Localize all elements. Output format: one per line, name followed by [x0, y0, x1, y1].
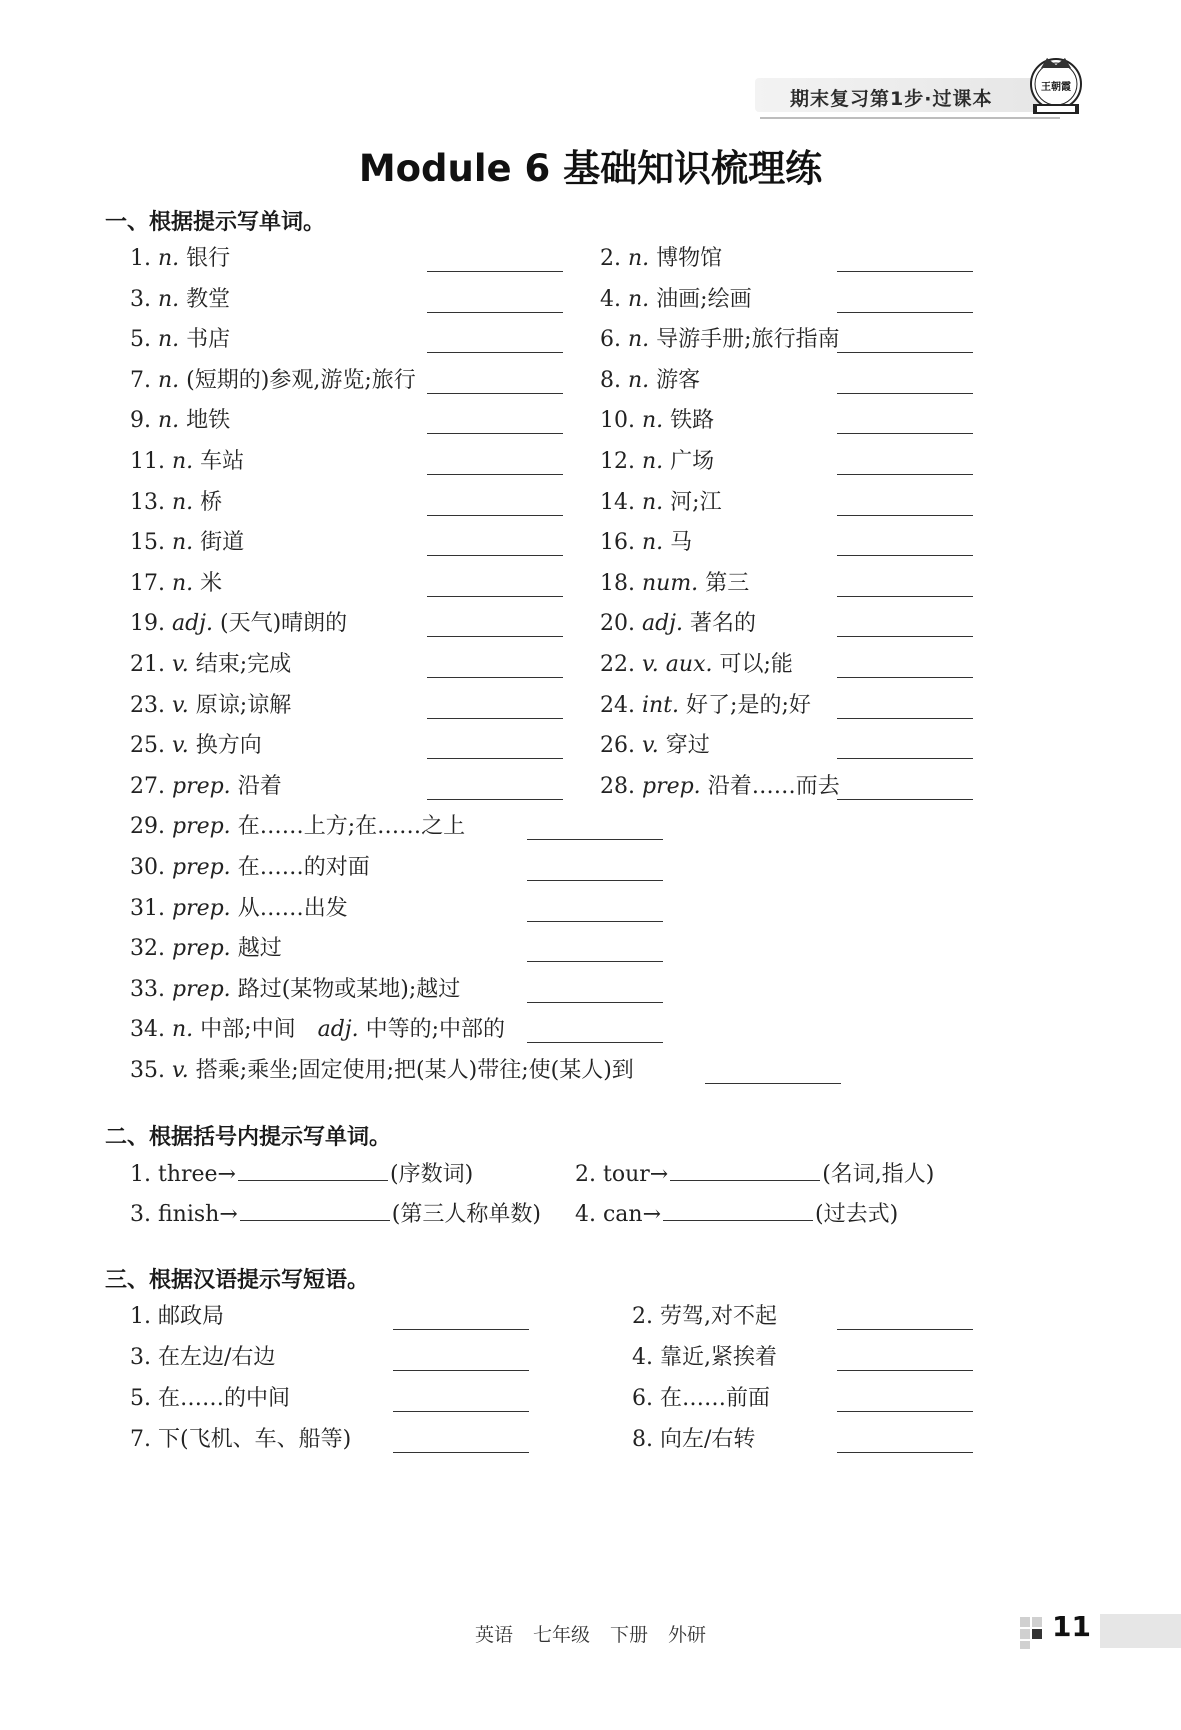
list-item — [600, 246, 722, 272]
item-hint: (过去式) — [815, 1202, 899, 1227]
section1-heading: 一、根据提示写单词。 — [105, 210, 326, 235]
item-gloss: 结束;完成 — [195, 652, 292, 677]
item-gloss: 沿着……而去 — [707, 773, 840, 799]
item-gloss: 马 — [670, 530, 693, 556]
item-gloss: 车站 — [200, 449, 245, 474]
item-gloss: 在……的对面 — [237, 855, 370, 880]
part-of-speech: adj. — [171, 611, 213, 637]
item-gloss: (天气)晴朗的 — [220, 611, 348, 637]
item-gloss: 在……前面 — [659, 1386, 770, 1411]
item-gloss: 广场 — [670, 449, 715, 474]
list-item — [575, 1200, 898, 1228]
list-item — [600, 490, 722, 516]
answer-blank[interactable] — [837, 351, 973, 353]
list-item — [130, 733, 262, 759]
item-gloss: (短期的)参观,游览;旅行 — [186, 367, 416, 393]
part-of-speech: n. — [627, 286, 650, 312]
item-number: 21. — [130, 652, 172, 677]
list-item — [130, 1427, 351, 1453]
item-gloss: 博物馆 — [656, 246, 723, 271]
list-item — [600, 327, 840, 353]
item-gloss: 在……的中间 — [157, 1386, 290, 1411]
answer-blank[interactable] — [427, 351, 563, 353]
answer-blank[interactable] — [527, 838, 663, 840]
item-number: 2. — [600, 246, 628, 271]
running-title: 期末复习第1步·过课本 — [790, 88, 993, 110]
spacer — [231, 855, 238, 880]
spacer — [231, 774, 238, 799]
answer-blank[interactable] — [837, 1369, 973, 1371]
item-gloss: 原谅;谅解 — [195, 692, 292, 718]
item-number: 26. — [600, 733, 642, 759]
part-of-speech: n. — [171, 489, 194, 515]
spacer — [189, 652, 196, 677]
item-number: 5. — [130, 327, 158, 353]
item-number: 4. — [600, 286, 628, 312]
item-gloss: 靠近,紧挨着 — [659, 1345, 777, 1370]
list-item — [130, 652, 291, 678]
item-gloss: 中等的;中部的 — [365, 1017, 506, 1043]
base-word: finish→ — [157, 1202, 238, 1227]
item-number: 8. — [632, 1427, 660, 1452]
item-gloss: 桥 — [200, 489, 223, 515]
answer-blank[interactable] — [427, 757, 563, 759]
list-item — [632, 1427, 755, 1453]
item-number: 2. — [632, 1304, 660, 1329]
list-item — [130, 246, 230, 272]
answer-blank[interactable] — [837, 798, 973, 800]
part-of-speech: n. — [627, 327, 650, 353]
item-gloss: 可以;能 — [719, 652, 793, 677]
list-item — [130, 814, 465, 840]
answer-blank[interactable] — [837, 311, 973, 313]
part-of-speech: prep. — [171, 855, 231, 880]
list-item — [130, 1017, 505, 1043]
list-item — [632, 1386, 770, 1412]
part-of-speech: v. aux. — [641, 652, 713, 677]
base-word: three→ — [157, 1162, 236, 1187]
item-number: 17. — [130, 570, 172, 596]
answer-blank[interactable] — [837, 1328, 973, 1330]
item-number: 1. — [130, 1304, 158, 1329]
item-number: 9. — [130, 408, 158, 434]
answer-blank[interactable] — [427, 798, 563, 800]
answer-blank[interactable] — [837, 635, 973, 637]
list-item — [130, 287, 230, 313]
item-number: 11. — [130, 449, 172, 474]
answer-blank[interactable] — [837, 554, 973, 556]
answer-blank[interactable] — [427, 473, 563, 475]
spacer — [359, 1017, 366, 1042]
part-of-speech: n. — [157, 286, 180, 312]
answer-blank[interactable] — [393, 1328, 529, 1330]
answer-blank[interactable] — [427, 717, 563, 719]
item-gloss: 越过 — [237, 936, 282, 962]
item-gloss: 书店 — [186, 327, 231, 353]
item-hint: (名词,指人) — [822, 1162, 935, 1187]
part-of-speech: num. — [641, 570, 699, 596]
answer-blank[interactable] — [527, 1001, 663, 1003]
header-divider — [760, 117, 1060, 119]
answer-blank[interactable] — [837, 270, 973, 272]
item-number: 3. — [130, 1345, 158, 1370]
part-of-speech: n. — [171, 1017, 194, 1043]
item-number: 22. — [600, 652, 642, 677]
part-of-speech: prep. — [171, 773, 231, 799]
item-number: 1. — [130, 1162, 158, 1187]
list-item — [130, 693, 291, 719]
spacer — [701, 774, 708, 799]
item-number: 19. — [130, 611, 172, 637]
part-of-speech: n. — [157, 246, 180, 271]
spacer — [296, 1017, 318, 1042]
answer-blank[interactable] — [837, 676, 973, 678]
list-item — [130, 571, 222, 597]
item-hint: (第三人称单数) — [391, 1202, 541, 1227]
spacer — [189, 693, 196, 718]
item-number: 10. — [600, 408, 642, 434]
corner-mark-icon — [1020, 1617, 1056, 1649]
item-number: 32. — [130, 936, 172, 962]
spacer — [231, 936, 238, 961]
item-number: 7. — [130, 367, 158, 393]
answer-blank[interactable] — [837, 1410, 973, 1412]
answer-blank[interactable] — [427, 554, 563, 556]
answer-blank[interactable] — [837, 432, 973, 434]
publisher-logo-icon — [1027, 54, 1085, 124]
part-of-speech: adj. — [641, 611, 683, 637]
item-gloss: 搭乘;乘坐;固定使用;把(某人)带往;使(某人)到 — [195, 1058, 634, 1083]
answer-blank[interactable] — [837, 595, 973, 597]
part-of-speech: prep. — [171, 976, 231, 1002]
list-item — [130, 449, 244, 475]
part-of-speech: n. — [157, 408, 180, 434]
item-number: 25. — [130, 733, 172, 759]
item-number: 18. — [600, 570, 642, 596]
item-number: 23. — [130, 692, 172, 718]
answer-blank[interactable] — [837, 1451, 973, 1453]
item-gloss: 下(飞机、车、船等) — [157, 1427, 352, 1452]
list-item — [130, 774, 282, 800]
answer-blank[interactable] — [705, 1082, 841, 1084]
list-item — [130, 327, 230, 353]
item-number: 27. — [130, 773, 172, 799]
spacer — [231, 896, 238, 921]
answer-blank[interactable] — [240, 1200, 390, 1221]
answer-blank[interactable] — [527, 920, 663, 922]
answer-blank[interactable] — [427, 392, 563, 394]
part-of-speech: n. — [171, 530, 194, 556]
list-item — [600, 693, 811, 719]
part-of-speech: v. — [171, 692, 189, 718]
item-number: 2. — [575, 1162, 603, 1187]
item-number: 6. — [600, 327, 628, 353]
list-item — [632, 1304, 777, 1330]
answer-blank[interactable] — [670, 1160, 820, 1181]
part-of-speech: n. — [641, 530, 664, 556]
item-gloss: 向左/右转 — [659, 1427, 756, 1452]
part-of-speech: n. — [157, 367, 180, 393]
item-number: 3. — [130, 286, 158, 312]
part-of-speech: int. — [641, 692, 680, 718]
item-gloss: 铁路 — [670, 408, 715, 434]
item-hint: (序数词) — [389, 1162, 474, 1187]
part-of-speech: v. — [171, 1058, 189, 1083]
list-item — [130, 896, 348, 922]
section3-heading: 三、根据汉语提示写短语。 — [105, 1268, 370, 1293]
part-of-speech: n. — [157, 327, 180, 353]
list-item — [130, 1304, 224, 1330]
item-gloss: 游客 — [656, 367, 701, 393]
list-item — [600, 571, 749, 597]
part-of-speech: n. — [641, 489, 664, 515]
item-number: 1. — [130, 246, 158, 271]
spacer — [213, 611, 220, 636]
list-item — [600, 408, 714, 434]
list-item — [130, 1200, 541, 1228]
list-item — [600, 611, 756, 637]
answer-blank[interactable] — [527, 960, 663, 962]
item-number: 34. — [130, 1017, 172, 1043]
answer-blank[interactable] — [837, 757, 973, 759]
answer-blank[interactable] — [393, 1451, 529, 1453]
part-of-speech: adj. — [317, 1017, 359, 1043]
list-item — [130, 1160, 473, 1188]
base-word: can→ — [602, 1202, 662, 1227]
part-of-speech: v. — [171, 652, 189, 677]
answer-blank[interactable] — [427, 635, 563, 637]
answer-blank[interactable] — [427, 514, 563, 516]
item-gloss: 导游手册;旅行指南 — [656, 327, 840, 353]
list-item — [600, 368, 700, 394]
item-gloss: 从……出发 — [237, 895, 348, 921]
list-item — [130, 936, 282, 962]
item-number: 29. — [130, 814, 172, 840]
item-number: 5. — [130, 1386, 158, 1411]
item-gloss: 街道 — [200, 530, 245, 556]
item-number: 14. — [600, 489, 642, 515]
answer-blank[interactable] — [427, 311, 563, 313]
footer-subject: 英语 七年级 下册 外研 — [474, 1624, 707, 1646]
base-word: tour→ — [602, 1162, 669, 1187]
answer-blank[interactable] — [837, 473, 973, 475]
item-number: 7. — [130, 1427, 158, 1452]
list-item — [130, 611, 347, 637]
list-item — [130, 368, 416, 394]
item-number: 16. — [600, 530, 642, 556]
list-item — [130, 1345, 275, 1371]
list-item — [130, 977, 460, 1003]
list-item — [130, 1058, 634, 1084]
part-of-speech: prep. — [171, 936, 231, 962]
item-number: 20. — [600, 611, 642, 637]
item-gloss: 邮政局 — [157, 1304, 224, 1329]
answer-blank[interactable] — [238, 1160, 388, 1181]
answer-blank[interactable] — [837, 514, 973, 516]
part-of-speech: n. — [641, 408, 664, 434]
item-number: 24. — [600, 692, 642, 718]
spacer — [189, 1058, 196, 1083]
part-of-speech: n. — [641, 449, 664, 474]
answer-blank[interactable] — [427, 595, 563, 597]
item-gloss: 米 — [200, 570, 223, 596]
list-item — [130, 530, 244, 556]
answer-blank[interactable] — [427, 270, 563, 272]
item-number: 3. — [130, 1202, 158, 1227]
part-of-speech: prep. — [641, 773, 701, 799]
answer-blank[interactable] — [393, 1410, 529, 1412]
item-gloss: 在左边/右边 — [157, 1345, 276, 1370]
item-gloss: 教堂 — [186, 286, 231, 312]
item-gloss: 著名的 — [690, 611, 757, 637]
item-number: 15. — [130, 530, 172, 556]
answer-blank[interactable] — [837, 392, 973, 394]
part-of-speech: prep. — [171, 814, 231, 840]
part-of-speech: v. — [641, 733, 659, 759]
part-of-speech: n. — [171, 449, 194, 474]
list-item — [600, 530, 692, 556]
item-number: 35. — [130, 1058, 172, 1083]
page-number: 11 — [1052, 1610, 1091, 1643]
item-number: 33. — [130, 976, 172, 1002]
answer-blank[interactable] — [393, 1369, 529, 1371]
section2-heading: 二、根据括号内提示写单词。 — [105, 1125, 392, 1150]
part-of-speech: n. — [171, 570, 194, 596]
item-gloss: 银行 — [186, 246, 231, 271]
item-number: 13. — [130, 489, 172, 515]
item-gloss: 沿着 — [237, 773, 282, 799]
item-number: 4. — [632, 1345, 660, 1370]
item-number: 4. — [575, 1202, 603, 1227]
svg-text:王朝霞: 王朝霞 — [1041, 82, 1071, 93]
spacer — [231, 977, 238, 1002]
item-gloss: 穿过 — [665, 733, 710, 759]
item-gloss: 地铁 — [186, 408, 231, 434]
list-item — [600, 287, 752, 313]
part-of-speech: n. — [627, 367, 650, 393]
list-item — [600, 449, 714, 475]
answer-blank[interactable] — [427, 432, 563, 434]
item-gloss: 在……上方;在……之上 — [237, 814, 466, 840]
answer-blank[interactable] — [527, 1041, 663, 1043]
item-gloss: 河;江 — [670, 489, 722, 515]
part-of-speech: n. — [627, 246, 650, 271]
answer-blank[interactable] — [837, 717, 973, 719]
item-number: 30. — [130, 855, 172, 880]
item-gloss: 中部;中间 — [200, 1017, 296, 1043]
spacer — [231, 814, 238, 839]
list-item — [130, 490, 222, 516]
item-gloss: 好了;是的;好 — [686, 692, 811, 718]
list-item — [600, 733, 710, 759]
item-gloss: 路过(某物或某地);越过 — [237, 976, 461, 1002]
item-number: 28. — [600, 773, 642, 799]
answer-blank[interactable] — [527, 879, 663, 881]
list-item — [632, 1345, 777, 1371]
list-item — [600, 652, 793, 678]
list-item — [130, 855, 370, 881]
item-gloss: 换方向 — [195, 733, 262, 759]
spacer — [683, 611, 690, 636]
page-title: Module 6 基础知识梳理练 — [358, 147, 823, 190]
list-item — [600, 774, 840, 800]
item-number: 31. — [130, 895, 172, 921]
spacer — [659, 733, 666, 758]
item-number: 12. — [600, 449, 642, 474]
footer-bar — [1100, 1614, 1181, 1648]
answer-blank[interactable] — [663, 1200, 813, 1221]
answer-blank[interactable] — [427, 676, 563, 678]
item-number: 6. — [632, 1386, 660, 1411]
list-item — [130, 408, 230, 434]
spacer — [679, 693, 686, 718]
item-gloss: 劳驾,对不起 — [659, 1304, 777, 1329]
spacer — [189, 733, 196, 758]
part-of-speech: prep. — [171, 895, 231, 921]
list-item — [130, 1386, 290, 1412]
item-gloss: 油画;绘画 — [656, 286, 752, 312]
item-number: 8. — [600, 367, 628, 393]
list-item — [575, 1160, 934, 1188]
part-of-speech: v. — [171, 733, 189, 759]
item-gloss: 第三 — [705, 570, 750, 596]
